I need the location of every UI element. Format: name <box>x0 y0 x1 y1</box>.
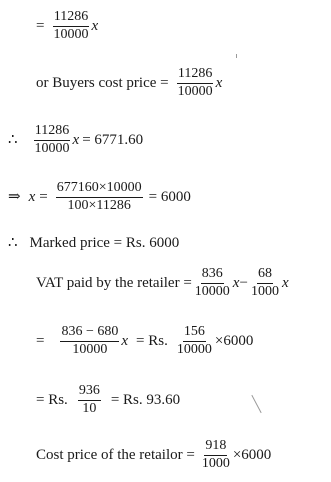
variable-x: x <box>72 131 80 148</box>
equation-result: = Rs. 93.60 <box>110 391 181 408</box>
fraction <box>250 267 280 299</box>
denominator: 10000 <box>176 341 212 357</box>
denominator: 1000 <box>201 455 230 471</box>
denominator: 10 <box>82 400 97 416</box>
variable-x: x <box>91 17 99 34</box>
scan-mark <box>251 395 261 413</box>
equals-sign: = <box>39 188 48 205</box>
equation-result: ×6000 <box>214 332 254 349</box>
fraction <box>56 181 143 213</box>
fraction <box>194 267 231 299</box>
fraction <box>34 124 71 156</box>
equation-result: = 6000 <box>148 188 191 205</box>
scan-mark <box>236 54 237 58</box>
line-text: Cost price of the retailor = <box>36 446 195 463</box>
fraction <box>201 439 231 471</box>
equals-sign: = <box>36 332 45 349</box>
equation-line-6 <box>36 267 289 299</box>
fraction <box>176 325 213 357</box>
therefore-symbol: ∴ <box>8 235 18 251</box>
fraction <box>52 10 89 42</box>
numerator: 11286 <box>53 10 89 27</box>
denominator: 10000 <box>177 83 213 99</box>
equation-result: = 6771.60 <box>82 131 144 148</box>
line-text: = Rs. <box>36 391 68 408</box>
numerator: 11286 <box>177 67 213 84</box>
equation-line-9 <box>36 439 271 471</box>
denominator: 100×11286 <box>67 197 131 213</box>
therefore-symbol: ∴ <box>8 131 18 148</box>
denominator: 10000 <box>72 341 108 357</box>
equation-line-3 <box>8 124 143 156</box>
denominator: 1000 <box>250 283 279 299</box>
line-text: Marked price = Rs. 6000 <box>29 235 180 251</box>
numerator: 918 <box>204 439 227 456</box>
equation-line-2 <box>36 67 222 99</box>
implies-arrow: ⇒ <box>8 188 21 205</box>
equation-line-7 <box>36 325 253 357</box>
variable-x: x <box>28 188 36 205</box>
equation-text: = Rs. <box>136 332 168 349</box>
variable-x: x <box>215 74 223 91</box>
fraction <box>60 325 119 357</box>
numerator: 936 <box>78 384 101 401</box>
equation-line-5 <box>8 236 179 251</box>
variable-x: x <box>232 274 240 291</box>
numerator: 836 − 680 <box>60 325 119 342</box>
denominator: 10000 <box>53 26 89 42</box>
numerator: 677160×10000 <box>56 181 143 198</box>
line-text: or Buyers cost price = <box>36 74 169 91</box>
numerator: 68 <box>257 267 273 284</box>
equation-result: ×6000 <box>232 446 272 463</box>
numerator: 11286 <box>34 124 70 141</box>
variable-x: x <box>121 332 129 349</box>
minus-sign: − <box>239 274 248 291</box>
denominator: 10000 <box>34 140 70 156</box>
numerator: 836 <box>201 267 224 284</box>
equation-line-4 <box>8 181 191 213</box>
equation-line-1 <box>36 10 98 42</box>
fraction <box>177 67 214 99</box>
equals-sign: = <box>36 17 45 34</box>
equation-line-8 <box>36 384 180 416</box>
fraction <box>78 384 101 416</box>
numerator: 156 <box>183 325 206 342</box>
line-text: VAT paid by the retailer = <box>36 274 192 291</box>
variable-x: x <box>281 274 289 291</box>
denominator: 10000 <box>194 283 230 299</box>
